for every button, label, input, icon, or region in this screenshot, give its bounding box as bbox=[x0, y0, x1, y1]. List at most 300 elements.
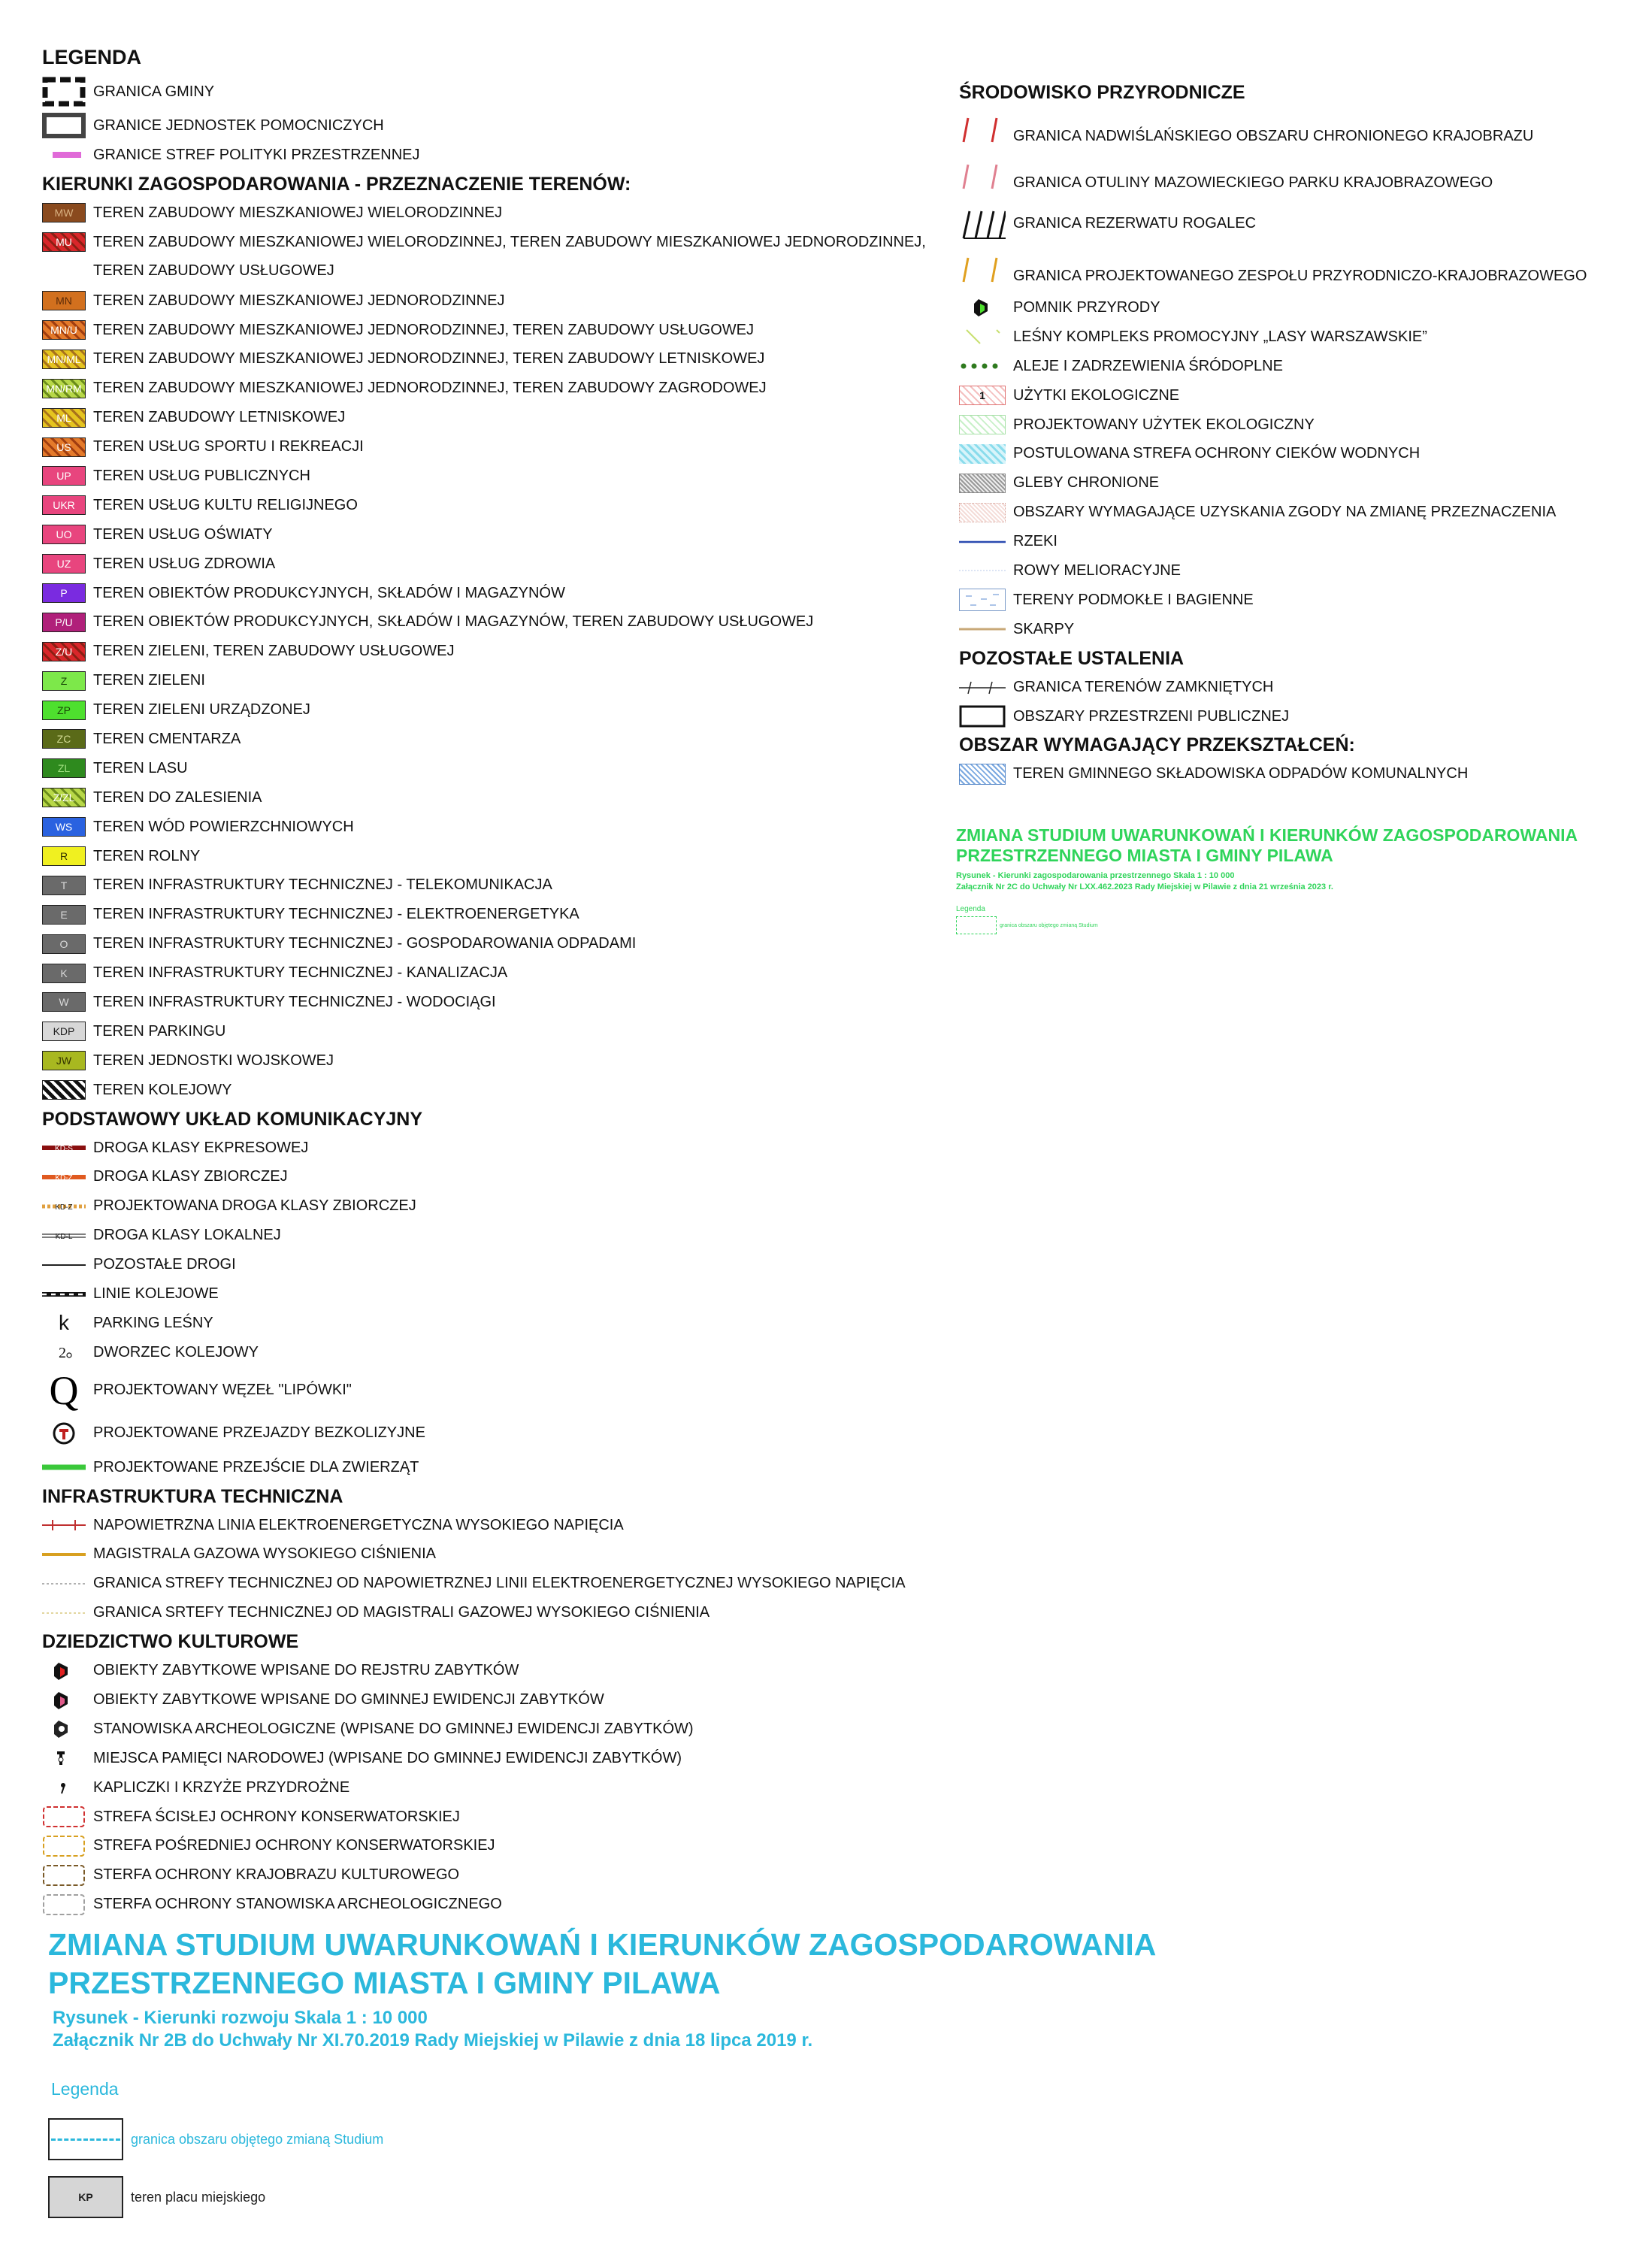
legend-label: teren placu miejskiego bbox=[131, 2189, 266, 2205]
land-use-swatch-icon bbox=[42, 1080, 86, 1100]
land-use-row bbox=[42, 958, 929, 988]
legend-label: PROJEKTOWANY UŻYTEK EKOLOGICZNY bbox=[1013, 416, 1315, 433]
reserve-boundary-icon bbox=[959, 205, 1006, 241]
land-use-row bbox=[42, 198, 929, 228]
legend-row-escarpments bbox=[959, 615, 1620, 644]
land-use-row bbox=[42, 666, 929, 695]
legend-label: ALEJE I ZADRZEWIENIA ŚRÓDOPLNE bbox=[1013, 357, 1283, 374]
infrastructure-heading: INFRASTRUKTURA TECHNICZNA bbox=[42, 1485, 343, 1507]
amendment-2019-title: ZMIANA STUDIUM UWARUNKOWAŃ I KIERUNKÓW ZAGOSPODAROWANIA PRZESTRZENNEGO MIASTA I GMINY PILAWA bbox=[48, 1927, 1155, 2000]
municipal-monument-icon bbox=[42, 1690, 86, 1710]
legend-label: TEREN WÓD POWIERZCHNIOWYCH bbox=[93, 818, 354, 835]
svg-text:2: 2 bbox=[59, 1345, 66, 1362]
transport-heading: PODSTAWOWY UKŁAD KOMUNIKACYJNY bbox=[42, 1108, 423, 1130]
amendment-2023-legend-text: granica obszaru objętego zmianą Studium bbox=[1000, 922, 1098, 928]
forest-complex-icon bbox=[959, 327, 1006, 347]
land-use-swatch-icon bbox=[42, 203, 86, 222]
land-use-list bbox=[42, 198, 929, 1105]
other-roads-line-icon bbox=[42, 1255, 86, 1275]
legend-label: TEREN LASU bbox=[93, 759, 188, 776]
legend-label: TEREN INFRASTRUKTURY TECHNICZNEJ - WODOCIĄGI bbox=[93, 993, 496, 1010]
planned-junction-icon bbox=[42, 1370, 86, 1412]
legend-label: UŻYTKI EKOLOGICZNE bbox=[1013, 386, 1180, 404]
amendment-2023-line2: Załącznik Nr 2C do Uchwały Nr LXX.462.2023 Rady Miejskiej w Pilawie z dnia 21 września 2023 r. bbox=[956, 882, 1333, 891]
city-square-code: KP bbox=[78, 2191, 93, 2203]
legend-row-junction bbox=[42, 1367, 929, 1414]
registered-monument-icon bbox=[42, 1661, 86, 1681]
gas-zone-boundary-icon bbox=[42, 1603, 86, 1623]
land-use-swatch-icon bbox=[42, 495, 86, 515]
legend-row-forest-complex bbox=[959, 322, 1620, 352]
legend-row-station bbox=[42, 1338, 929, 1367]
planned-ecological-site-icon bbox=[959, 415, 1006, 434]
escarpment-icon bbox=[959, 619, 1006, 639]
land-use-swatch-icon bbox=[42, 701, 86, 720]
consent-area-icon bbox=[959, 503, 1006, 522]
legend-label: TEREN ROLNY bbox=[93, 847, 201, 864]
legend-row-registered-monument bbox=[42, 1656, 929, 1685]
land-use-row bbox=[42, 520, 929, 549]
land-use-swatch-icon bbox=[42, 876, 86, 895]
legend-label: STERFA OCHRONY STANOWISKA ARCHEOLOGICZNEGO bbox=[93, 1896, 502, 1913]
land-use-row bbox=[42, 1017, 929, 1046]
legend-row-shrine bbox=[42, 1773, 929, 1802]
gas-main-icon bbox=[42, 1545, 86, 1564]
legend-label: TEREN ZABUDOWY LETNISKOWEJ bbox=[93, 409, 346, 426]
legend-label: PROJEKTOWANY WĘZEŁ "LIPÓWKI" bbox=[93, 1382, 352, 1399]
legend-label: TEREN PARKINGU bbox=[93, 1022, 226, 1040]
amendment-2023-subtitle bbox=[956, 870, 1333, 893]
land-use-code: P/U bbox=[55, 616, 73, 628]
land-use-swatch-icon bbox=[42, 291, 86, 310]
land-use-swatch-icon bbox=[42, 729, 86, 749]
legend-row-closed-areas bbox=[959, 673, 1620, 702]
legend-label: GLEBY CHRONIONE bbox=[1013, 474, 1160, 492]
land-use-row bbox=[42, 344, 929, 374]
amendment-2019-legend-item-boundary bbox=[48, 2118, 383, 2160]
land-use-code: JW bbox=[56, 1055, 72, 1067]
land-use-row bbox=[42, 695, 929, 725]
legend-label: LINIE KOLEJOWE bbox=[93, 1285, 219, 1302]
land-use-row bbox=[42, 637, 929, 666]
land-use-row bbox=[42, 1076, 929, 1105]
land-use-swatch-icon bbox=[42, 758, 86, 778]
legend-row-policy-zones bbox=[42, 141, 929, 170]
land-use-row bbox=[42, 432, 929, 462]
legend-label: OBIEKTY ZABYTKOWE WPISANE DO REJSTRU ZABYTKÓW bbox=[93, 1662, 519, 1679]
land-use-code: MN/ML bbox=[47, 353, 81, 365]
legend-row-landfill bbox=[959, 759, 1620, 788]
planned-collector-road-icon bbox=[42, 1197, 86, 1216]
land-use-code: MN bbox=[56, 295, 72, 307]
road-code-label: KD-L bbox=[55, 1232, 73, 1241]
land-use-code: W bbox=[59, 996, 69, 1009]
land-use-row bbox=[42, 1046, 929, 1076]
land-use-code: WS bbox=[55, 821, 73, 834]
land-use-row bbox=[42, 374, 929, 403]
legend-row-strict-zone bbox=[42, 1802, 929, 1832]
land-use-row bbox=[42, 988, 929, 1017]
legend-label: MIEJSCA PAMIĘCI NARODOWEJ (WPISANE DO GMINNEJ EWIDENCJI ZABYTKÓW) bbox=[93, 1749, 682, 1766]
legend-label: KAPLICZKI I KRZYŻE PRZYDROŻNE bbox=[93, 1778, 350, 1796]
legend-row-power-zone bbox=[42, 1569, 929, 1598]
legend-label: TEREN KOLEJOWY bbox=[93, 1081, 232, 1098]
legend-label: GRANICA SRTEFY TECHNICZNEJ OD MAGISTRALI GAZOWEJ WYSOKIEGO CIŚNIENIA bbox=[93, 1604, 710, 1621]
land-use-swatch-icon bbox=[42, 320, 86, 340]
land-use-row bbox=[42, 725, 929, 754]
legend-row-protected-soil bbox=[959, 468, 1620, 498]
land-use-row bbox=[42, 813, 929, 842]
animal-crossing-icon bbox=[42, 1457, 86, 1477]
land-use-code: ZP bbox=[57, 704, 71, 716]
land-use-row bbox=[42, 900, 929, 929]
land-use-code: Z/ZL bbox=[53, 792, 75, 804]
legend-label: DROGA KLASY LOKALNEJ bbox=[93, 1227, 281, 1244]
road-code-label: KD-Z bbox=[55, 1173, 73, 1182]
legend-label: TEREN USŁUG PUBLICZNYCH bbox=[93, 467, 310, 484]
land-use-code: MW bbox=[54, 207, 74, 219]
land-use-row bbox=[42, 286, 929, 316]
amendment-2019-legend-item-square bbox=[48, 2176, 265, 2218]
wetland-icon bbox=[959, 589, 1006, 611]
land-use-swatch-icon bbox=[42, 525, 86, 544]
legend-row-animal-crossing bbox=[42, 1453, 929, 1482]
closed-area-boundary-icon bbox=[959, 677, 1006, 697]
legend-label: GRANICA REZERWATU ROGALEC bbox=[1013, 214, 1257, 232]
infrastructure-list bbox=[42, 1511, 929, 1628]
road-code-label: KD-S bbox=[55, 1145, 73, 1154]
legend-label: GRANICA PROJEKTOWANEGO ZESPOŁU PRZYRODNICZO-KRAJOBRAZOWEGO bbox=[1013, 267, 1587, 284]
land-use-row bbox=[42, 316, 929, 345]
legend-row-railway bbox=[42, 1279, 929, 1309]
land-use-swatch-icon bbox=[42, 232, 86, 252]
land-use-code: UP bbox=[56, 470, 71, 483]
land-use-code: R bbox=[59, 850, 68, 863]
public-space-icon bbox=[959, 705, 1006, 728]
legend-label: TEREN USŁUG KULTU RELIGIJNEGO bbox=[93, 496, 358, 513]
legend-label: DROGA KLASY ZBIORCZEJ bbox=[93, 1168, 288, 1185]
legend-row-landscape-zone bbox=[42, 1860, 929, 1890]
forest-parking-glyph: k bbox=[59, 1313, 69, 1333]
legend-label: OBSZARY PRZESTRZENI PUBLICZNEJ bbox=[1013, 707, 1290, 725]
tree-alley-icon bbox=[959, 356, 1006, 376]
heritage-heading: DZIEDZICTWO KULTUROWE bbox=[42, 1631, 299, 1653]
land-use-code: O bbox=[59, 937, 68, 950]
amendment-2023-legend-label: Legenda bbox=[956, 905, 985, 913]
amendment-2019-legend-label: Legenda bbox=[51, 2079, 119, 2099]
transformation-heading: OBSZAR WYMAGAJĄCY PRZEKSZTAŁCEŃ: bbox=[959, 734, 1355, 756]
land-use-code: UO bbox=[56, 528, 72, 541]
legend-label: TEREN INFRASTRUKTURY TECHNICZNEJ - GOSPODAROWANIA ODPADAMI bbox=[93, 935, 637, 952]
memorial-site-icon bbox=[42, 1748, 86, 1768]
natural-monument-icon bbox=[959, 298, 1006, 317]
land-use-swatch-icon bbox=[42, 905, 86, 925]
amendment-2019-subtitle bbox=[53, 2007, 812, 2052]
indirect-conservation-zone-icon bbox=[42, 1835, 86, 1857]
land-use-row bbox=[42, 491, 929, 520]
land-use-swatch-icon bbox=[42, 992, 86, 1012]
legend-label: TEREN ZIELENI bbox=[93, 672, 205, 689]
archaeological-site-icon bbox=[42, 1719, 86, 1739]
junction-glyph: Q bbox=[49, 1369, 79, 1412]
other-list bbox=[959, 673, 1620, 731]
legend-label: GRANICA OTULINY MAZOWIECKIEGO PARKU KRAJOBRAZOWEGO bbox=[1013, 174, 1493, 191]
collector-road-line-icon bbox=[42, 1167, 86, 1187]
legend-row-planned-collector bbox=[42, 1191, 929, 1221]
land-use-code: MN/RM bbox=[46, 382, 82, 395]
city-square-icon bbox=[48, 2176, 123, 2218]
legend-label: POSTULOWANA STREFA OCHRONY CIEKÓW WODNYCH bbox=[1013, 445, 1421, 462]
land-use-swatch-icon bbox=[42, 788, 86, 807]
legend-row-gmina bbox=[42, 72, 929, 111]
land-use-row bbox=[42, 579, 929, 608]
legend-row-expressway bbox=[42, 1134, 929, 1163]
amendment-2023-legend-item bbox=[956, 916, 1098, 934]
legend-label: TEREN ZABUDOWY MIESZKANIOWEJ WIELORODZINNEJ, TEREN ZABUDOWY MIESZKANIOWEJ JEDNORODZINNEJ, TEREN ZABUDOWY USŁUGOWEJ bbox=[93, 233, 926, 279]
legend-label: TEREN CMENTARZA bbox=[93, 730, 241, 747]
legend-label: GRANICA GMINY bbox=[93, 83, 215, 100]
legend-label: PROJEKTOWANE PRZEJŚCIE DLA ZWIERZĄT bbox=[93, 1458, 419, 1476]
legend-row-nature-complex bbox=[959, 247, 1620, 293]
legend-label: STREFA ŚCISŁEJ OCHRONY KONSERWATORSKIEJ bbox=[93, 1808, 460, 1825]
land-use-code: Z bbox=[60, 674, 68, 687]
amendment-2019-line1: Rysunek - Kierunki rozwoju Skala 1 : 10 000 bbox=[53, 2008, 428, 2028]
land-use-swatch-icon bbox=[42, 934, 86, 954]
land-use-code: ZL bbox=[57, 762, 71, 775]
power-line-icon bbox=[42, 1515, 86, 1535]
ecological-site-icon bbox=[959, 386, 1006, 405]
land-use-code: UKR bbox=[53, 499, 75, 512]
amendment-2023-boundary-icon bbox=[956, 916, 997, 934]
legend-row-archaeo-zone bbox=[42, 1890, 929, 1919]
legend-label: MAGISTRALA GAZOWA WYSOKIEGO CIŚNIENIA bbox=[93, 1545, 437, 1563]
legend-label: TEREN OBIEKTÓW PRODUKCYJNYCH, SKŁADÓW I MAGAZYNÓW bbox=[93, 584, 565, 601]
land-use-swatch-icon bbox=[42, 613, 86, 632]
legend-label: STERFA OCHRONY KRAJOBRAZU KULTUROWEGO bbox=[93, 1866, 460, 1884]
environment-list bbox=[959, 107, 1620, 644]
legend-label: PROJEKTOWANE PRZEJAZDY BEZKOLIZYJNE bbox=[93, 1424, 425, 1442]
protected-soil-icon bbox=[959, 474, 1006, 493]
auxiliary-units-boundary-icon bbox=[42, 113, 86, 138]
legend-label: OBSZARY WYMAGAJĄCE UZYSKANIA ZGODY NA ZMIANĘ PRZEZNACZENIA bbox=[1013, 504, 1557, 521]
land-use-code: Z/U bbox=[55, 645, 73, 658]
drainage-ditch-icon bbox=[959, 561, 1006, 580]
land-use-row bbox=[42, 462, 929, 491]
land-use-row bbox=[42, 929, 929, 958]
amendment-2023-title: ZMIANA STUDIUM UWARUNKOWAŃ I KIERUNKÓW ZAGOSPODAROWANIA PRZESTRZENNEGO MIASTA I GMINY PILAWA bbox=[956, 825, 1578, 865]
legend-label: TEREN INFRASTRUKTURY TECHNICZNEJ - KANALIZACJA bbox=[93, 964, 508, 982]
other-heading: POZOSTAŁE USTALENIA bbox=[959, 647, 1185, 669]
environment-heading: ŚRODOWISKO PRZYRODNICZE bbox=[959, 82, 1245, 103]
land-use-swatch-icon bbox=[42, 583, 86, 603]
land-use-row bbox=[42, 549, 929, 579]
land-use-row bbox=[42, 228, 929, 286]
legend-row-buffer-zone bbox=[959, 153, 1620, 200]
legend-label: NAPOWIETRZNA LINIA ELEKTROENERGETYCZNA WYSOKIEGO NAPIĘCIA bbox=[93, 1516, 624, 1533]
legend-label: GRANICA STREFY TECHNICZNEJ OD NAPOWIETRZNEJ LINII ELEKTROENERGETYCZNEJ WYSOKIEGO NAPIĘCIA bbox=[93, 1575, 906, 1592]
cultural-landscape-zone-icon bbox=[42, 1864, 86, 1887]
legend-label: DWORZEC KOLEJOWY bbox=[93, 1343, 259, 1361]
legend-label: TEREN USŁUG OŚWIATY bbox=[93, 525, 273, 543]
legend-label: GRANICA NADWIŚLAŃSKIEGO OBSZARU CHRONIONEGO KRAJOBRAZU bbox=[1013, 127, 1534, 144]
legend-label: TEREN ZABUDOWY MIESZKANIOWEJ WIELORODZINNEJ bbox=[93, 204, 503, 221]
amendment-2019-line2: Załącznik Nr 2B do Uchwały Nr XI.70.2019 Rady Miejskiej w Pilawie z dnia 18 lipca 2019 r. bbox=[53, 2030, 813, 2051]
legend-label: TEREN INFRASTRUKTURY TECHNICZNEJ - TELEKOMUNIKACJA bbox=[93, 876, 552, 894]
legend-row-ditches bbox=[959, 556, 1620, 586]
legend-label: TEREN ZABUDOWY MIESZKANIOWEJ JEDNORODZINNEJ bbox=[93, 292, 505, 309]
land-use-code: MN/U bbox=[50, 324, 77, 336]
land-use-swatch-icon bbox=[42, 1051, 86, 1070]
amendment-2023-legend bbox=[956, 905, 1098, 934]
legend-row-indirect-zone bbox=[42, 1832, 929, 1861]
railway-line-icon bbox=[42, 1285, 86, 1304]
land-use-swatch-icon bbox=[42, 846, 86, 866]
legend-label: PARKING LEŚNY bbox=[93, 1314, 213, 1331]
land-use-code: ZC bbox=[56, 733, 71, 746]
legend-label: TEREN GMINNEGO SKŁADOWISKA ODPADÓW KOMUNALNYCH bbox=[1013, 765, 1469, 782]
local-road-line-icon bbox=[42, 1226, 86, 1246]
transport-list bbox=[42, 1134, 929, 1482]
legend-label: TEREN ZABUDOWY MIESZKANIOWEJ JEDNORODZINNEJ, TEREN ZABUDOWY LETNISKOWEJ bbox=[93, 350, 765, 368]
legend-row-crossings bbox=[42, 1414, 929, 1453]
land-use-code: US bbox=[56, 440, 71, 453]
legend-label: TEREN OBIEKTÓW PRODUKCYJNYCH, SKŁADÓW I MAGAZYNÓW, TEREN ZABUDOWY USŁUGOWEJ bbox=[93, 613, 814, 631]
legend-label: TEREN ZIELENI, TEREN ZABUDOWY USŁUGOWEJ bbox=[93, 643, 455, 660]
land-use-code: UZ bbox=[56, 558, 71, 571]
land-use-swatch-icon bbox=[42, 554, 86, 574]
heritage-list bbox=[42, 1656, 929, 1919]
legend-row-archaeological bbox=[42, 1715, 929, 1744]
legend-label: STANOWISKA ARCHEOLOGICZNE (WPISANE DO GMINNEJ EWIDENCJI ZABYTKÓW) bbox=[93, 1720, 694, 1737]
legend-row-public-space bbox=[959, 702, 1620, 731]
legend-row-watercourse-zone bbox=[959, 439, 1620, 468]
legend-label: TEREN INFRASTRUKTURY TECHNICZNEJ - ELEKTROENERGETYKA bbox=[93, 906, 579, 923]
archaeological-zone-icon bbox=[42, 1893, 86, 1916]
protected-landscape-boundary-icon bbox=[959, 112, 1006, 148]
legend-label: POMNIK PRZYRODY bbox=[1013, 298, 1160, 316]
land-use-swatch-icon bbox=[42, 466, 86, 486]
legend-row-forest-parking bbox=[42, 1309, 929, 1338]
legend-row-power-line bbox=[42, 1511, 929, 1540]
legend-row-planned-ecological bbox=[959, 410, 1620, 440]
legend-row-collector bbox=[42, 1163, 929, 1192]
legend-row-tree-alley bbox=[959, 352, 1620, 381]
legend-label: TEREN ZABUDOWY MIESZKANIOWEJ JEDNORODZINNEJ, TEREN ZABUDOWY USŁUGOWEJ bbox=[93, 321, 754, 338]
watercourse-zone-icon bbox=[959, 444, 1006, 464]
land-use-code: ML bbox=[56, 411, 71, 424]
legend-title: LEGENDA bbox=[42, 46, 142, 68]
legend-label: RZEKI bbox=[1013, 533, 1057, 550]
transformation-list bbox=[959, 759, 1620, 788]
legend-row-gas-zone bbox=[42, 1598, 929, 1627]
land-use-code: E bbox=[60, 908, 68, 921]
land-use-swatch-icon bbox=[42, 350, 86, 369]
planned-nature-complex-icon bbox=[959, 252, 1006, 288]
forest-parking-icon bbox=[42, 1313, 86, 1333]
legend-row-ecological-site bbox=[959, 381, 1620, 410]
legend-row-aux-units bbox=[42, 111, 929, 141]
legend-left-column bbox=[42, 42, 929, 1919]
land-use-row bbox=[42, 607, 929, 637]
amendment-2023-line1: Rysunek - Kierunki zagospodarowania przestrzennego Skala 1 : 10 000 bbox=[956, 871, 1235, 880]
legend-label: PROJEKTOWANA DROGA KLASY ZBIORCZEJ bbox=[93, 1197, 416, 1215]
land-use-row bbox=[42, 870, 929, 900]
legend-label: DROGA KLASY EKPRESOWEJ bbox=[93, 1139, 309, 1156]
land-use-row bbox=[42, 754, 929, 783]
legend-label: TEREN USŁUG SPORTU I REKREACJI bbox=[93, 438, 364, 456]
land-use-row bbox=[42, 783, 929, 813]
land-use-row bbox=[42, 403, 929, 432]
railway-station-icon bbox=[42, 1342, 86, 1362]
legend-label: OBIEKTY ZABYTKOWE WPISANE DO GMINNEJ EWIDENCJI ZABYTKÓW bbox=[93, 1691, 604, 1709]
legend-row-gas-main bbox=[42, 1540, 929, 1569]
river-line-icon bbox=[959, 532, 1006, 552]
road-code-label: KD-Z bbox=[55, 1203, 73, 1212]
legend-label: TEREN ZIELENI URZĄDZONEJ bbox=[93, 701, 310, 719]
land-use-swatch-icon bbox=[42, 671, 86, 691]
legend-right-column bbox=[959, 78, 1620, 788]
wayside-shrine-icon bbox=[42, 1778, 86, 1797]
grade-crossing-icon bbox=[42, 1421, 86, 1446]
legend-row-wetlands bbox=[959, 586, 1620, 615]
land-use-swatch-icon bbox=[42, 1022, 86, 1041]
expressway-line-icon bbox=[42, 1138, 86, 1158]
land-use-code: T bbox=[60, 879, 68, 891]
land-use-swatch-icon bbox=[42, 437, 86, 457]
ecological-site-number: 1 bbox=[979, 389, 985, 402]
legend-label: TEREN JEDNOSTKI WOJSKOWEJ bbox=[93, 1052, 334, 1069]
legend-label: granica obszaru objętego zmianą Studium bbox=[131, 2131, 384, 2147]
strict-conservation-zone-icon bbox=[42, 1806, 86, 1828]
legend-row-rivers bbox=[959, 527, 1620, 556]
legend-row-protected-landscape bbox=[959, 107, 1620, 153]
legend-row-municipal-monument bbox=[42, 1685, 929, 1715]
legend-label: LEŚNY KOMPLEKS PROMOCYJNY „LASY WARSZAWSKIE” bbox=[1013, 328, 1427, 345]
land-use-swatch-icon bbox=[42, 379, 86, 398]
land-use-heading: KIERUNKI ZAGOSPODAROWANIA - PRZEZNACZENIE TERENÓW: bbox=[42, 173, 631, 195]
power-zone-boundary-icon bbox=[42, 1574, 86, 1594]
land-use-code: P bbox=[60, 587, 68, 600]
landfill-icon bbox=[959, 764, 1006, 785]
legend-label: TEREN ZABUDOWY MIESZKANIOWEJ JEDNORODZINNEJ, TEREN ZABUDOWY ZAGRODOWEJ bbox=[93, 380, 767, 397]
study-boundary-icon bbox=[48, 2118, 123, 2160]
gmina-boundary-icon bbox=[42, 77, 86, 107]
legend-label: ROWY MELIORACYJNE bbox=[1013, 561, 1181, 579]
legend-label: SKARPY bbox=[1013, 620, 1075, 637]
legend-label: POZOSTAŁE DROGI bbox=[93, 1256, 236, 1273]
legend-label: GRANICE JEDNOSTEK POMOCNICZYCH bbox=[93, 117, 384, 134]
buffer-zone-boundary-icon bbox=[959, 159, 1006, 195]
land-use-swatch-icon bbox=[42, 408, 86, 428]
legend-label: GRANICE STREF POLITYKI PRZESTRZENNEJ bbox=[93, 146, 420, 163]
legend-row-memorial bbox=[42, 1744, 929, 1773]
land-use-swatch-icon bbox=[42, 642, 86, 661]
legend-label: TERENY PODMOKŁE I BAGIENNE bbox=[1013, 591, 1254, 608]
policy-zone-boundary-icon bbox=[42, 145, 86, 165]
legend-row-natural-monument bbox=[959, 293, 1620, 322]
legend-label: TEREN DO ZALESIENIA bbox=[93, 788, 262, 806]
land-use-code: MU bbox=[56, 235, 72, 248]
legend-label: STREFA POŚREDNIEJ OCHRONY KONSERWATORSKIEJ bbox=[93, 1837, 495, 1854]
legend-label: TEREN USŁUG ZDROWIA bbox=[93, 555, 276, 572]
legend-row-reserve bbox=[959, 200, 1620, 247]
land-use-swatch-icon bbox=[42, 817, 86, 837]
legend-row-local-road bbox=[42, 1221, 929, 1250]
land-use-row bbox=[42, 842, 929, 871]
legend-row-other-roads bbox=[42, 1250, 929, 1279]
legend-label: GRANICA TERENÓW ZAMKNIĘTYCH bbox=[1013, 678, 1274, 695]
land-use-swatch-icon bbox=[42, 964, 86, 983]
